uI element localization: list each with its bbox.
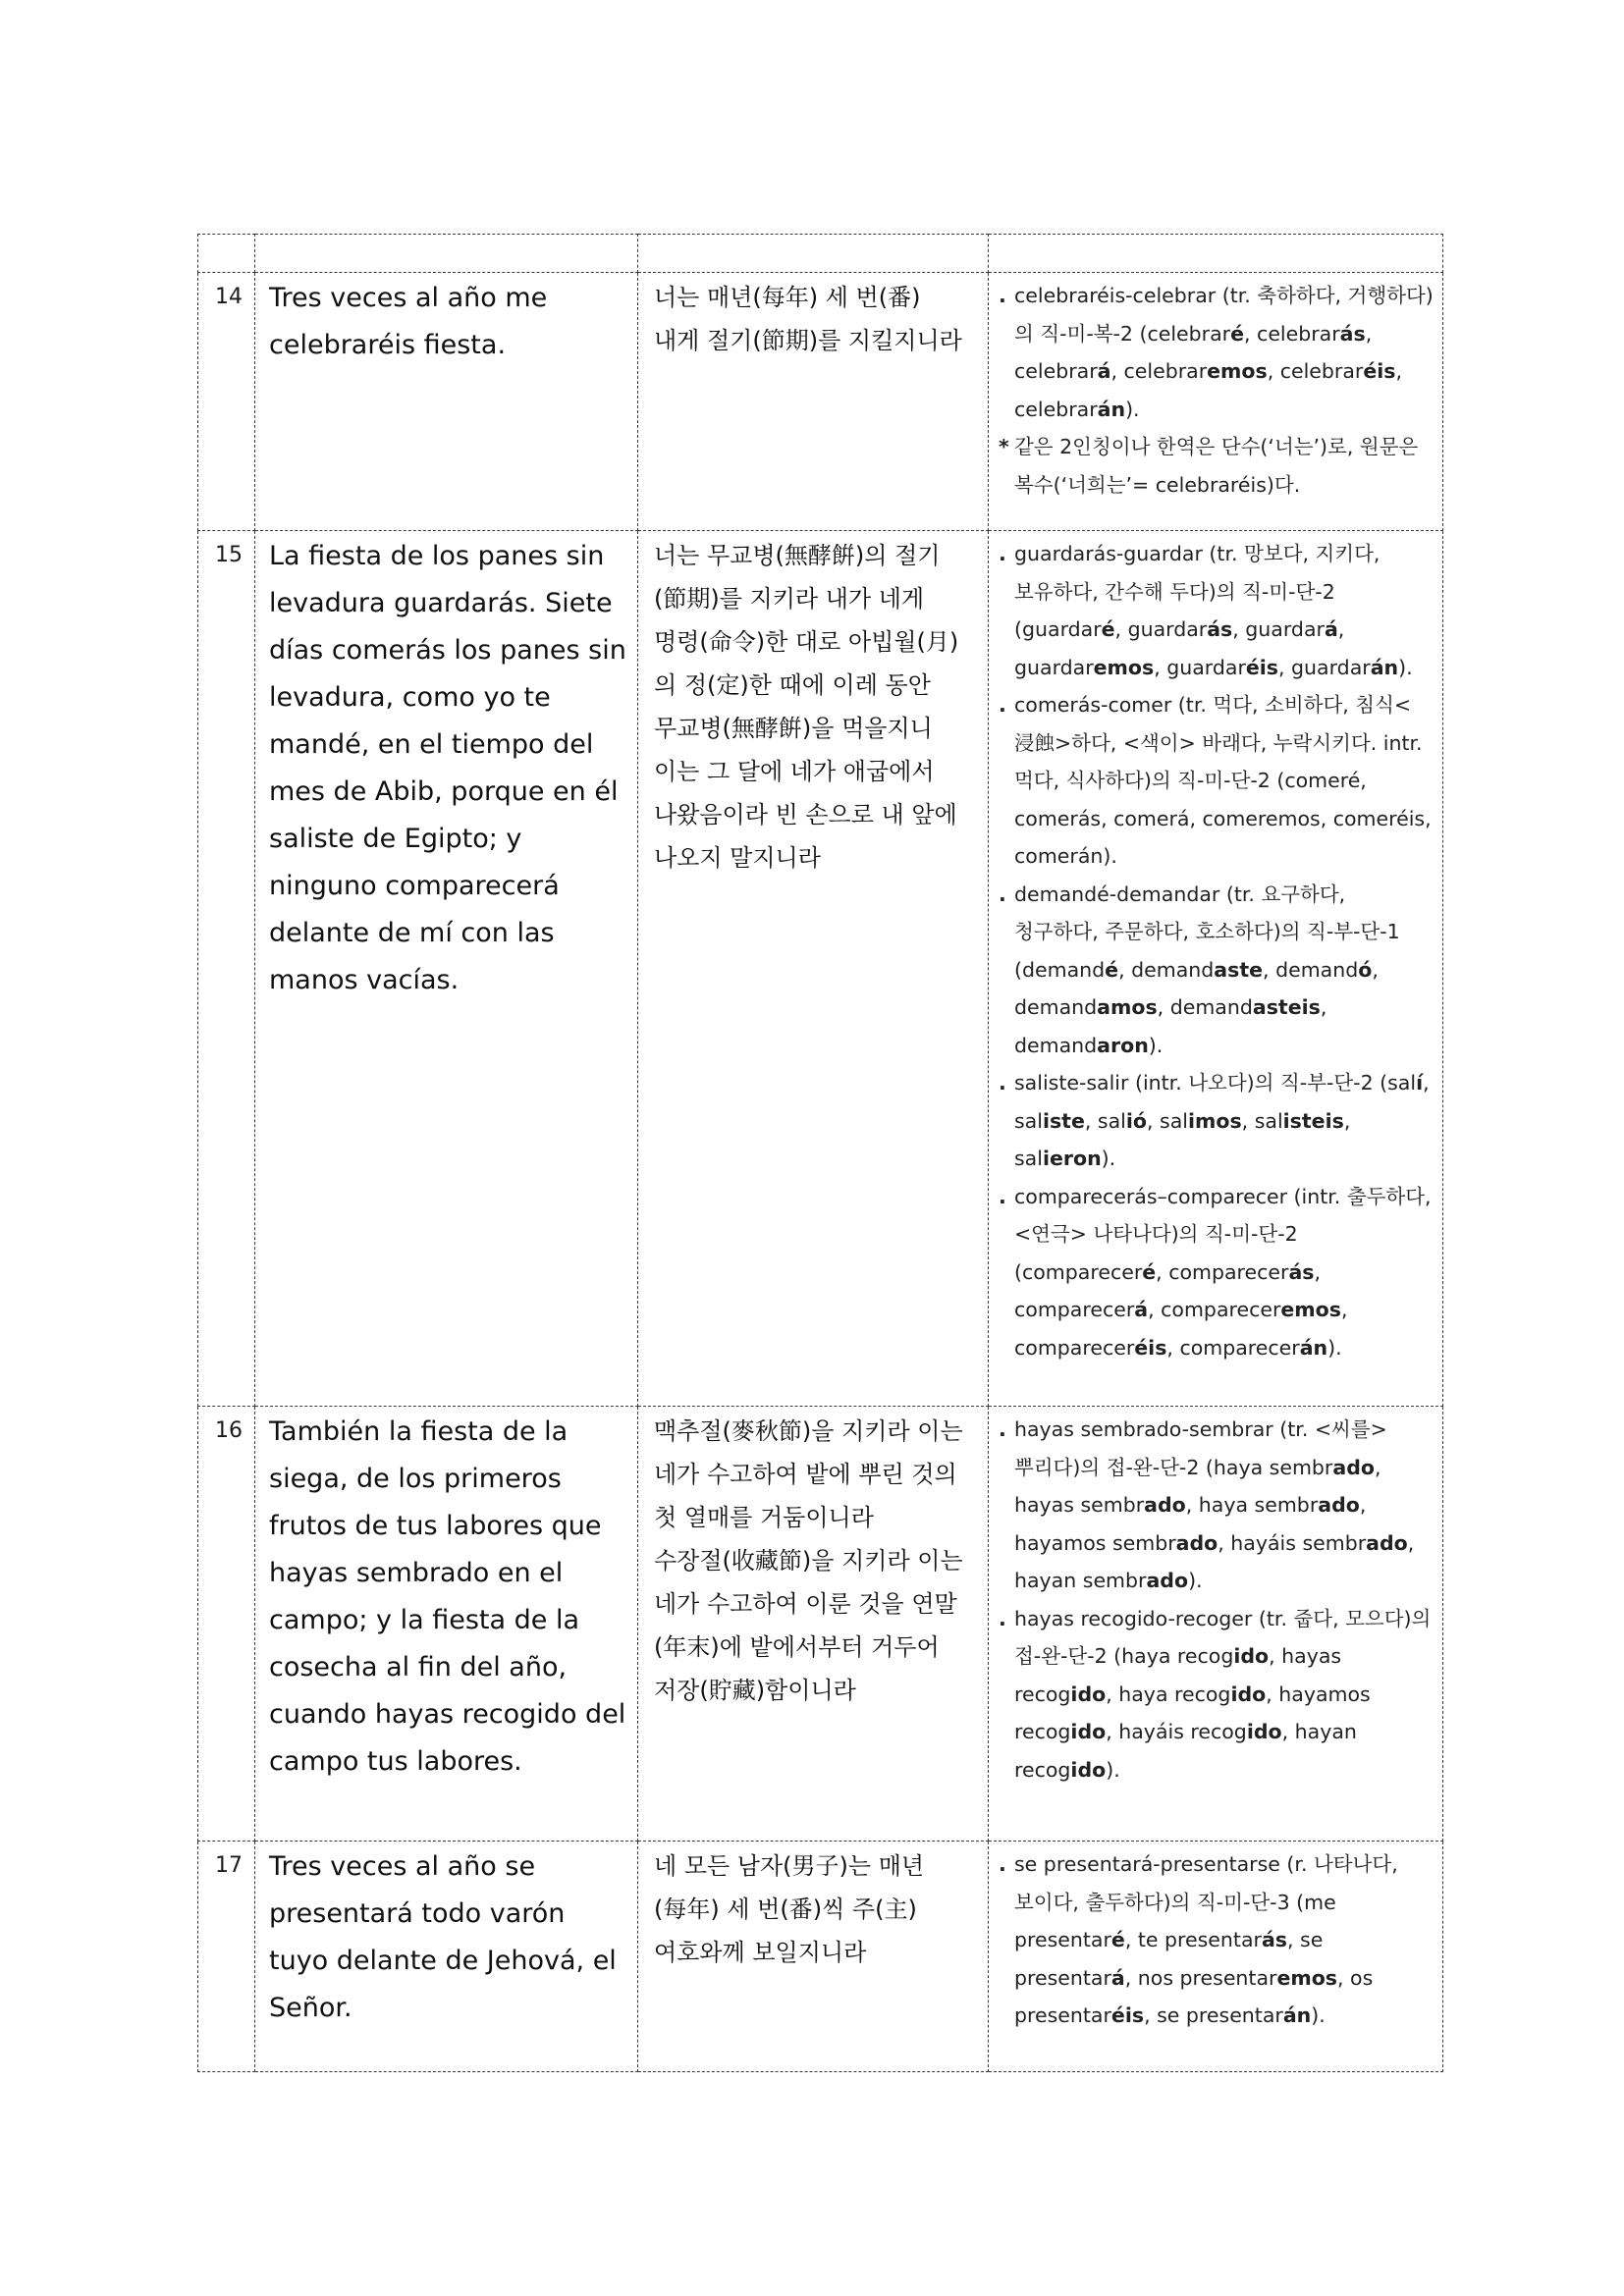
header-cell-number bbox=[198, 235, 255, 273]
note-segment: , celebrar bbox=[1014, 321, 1373, 383]
verse-number: 15 bbox=[198, 531, 255, 1407]
note-segment: , se presentar bbox=[1014, 1928, 1324, 1990]
note-segment: , demand bbox=[1263, 957, 1359, 982]
note-segment: , sal bbox=[1014, 1071, 1430, 1133]
conjugation-ending: ás bbox=[1339, 321, 1366, 346]
spanish-text: Tres veces al año me celebraréis fiesta. bbox=[255, 273, 638, 531]
conjugation-ending: á bbox=[1134, 1298, 1149, 1321]
note-text bbox=[1014, 876, 1435, 1065]
note-text bbox=[1014, 1064, 1435, 1178]
conjugation-ending: á bbox=[1097, 359, 1111, 383]
note-segment: , demand bbox=[1157, 995, 1253, 1019]
note-segment: , hayas recog bbox=[1014, 1644, 1342, 1706]
conjugation-ending: ó bbox=[1358, 957, 1373, 982]
conjugation-ending: ió bbox=[1125, 1108, 1147, 1133]
note-segment: guardarás-guardar (tr. 망보다, 지키다, 보유하다, 간수해 두다)의 직-미-단-2 (guardar bbox=[1014, 542, 1380, 641]
note-segment: , comparecer bbox=[1014, 1259, 1322, 1321]
conjugation-ending: ido bbox=[1070, 1757, 1107, 1782]
conjugation-ending: án bbox=[1282, 2003, 1312, 2027]
conjugation-ending: é bbox=[1142, 1259, 1157, 1284]
conjugation-ending: éis bbox=[1110, 2003, 1145, 2027]
conjugation-ending: é bbox=[1110, 1928, 1125, 1951]
conjugation-ending: emos bbox=[1280, 1298, 1341, 1321]
note-segment: , te presentar bbox=[1124, 1928, 1262, 1951]
verse-row bbox=[198, 531, 1443, 1407]
conjugation-ending: aron bbox=[1097, 1033, 1149, 1057]
note-segment: se presentará-presentarse (r. 나타나다, 보이다, 출두하다)의 직-미-단-3 (me presentar bbox=[1014, 1852, 1398, 1951]
note-text bbox=[1014, 277, 1435, 428]
note-segment: , guardar bbox=[1278, 655, 1371, 679]
conjugation-ending: éis bbox=[1363, 359, 1396, 383]
note-segment: ). bbox=[1327, 1335, 1342, 1360]
conjugation-ending: á bbox=[1324, 617, 1338, 641]
conjugation-ending: ado bbox=[1175, 1530, 1218, 1555]
note-bullet: . bbox=[999, 881, 1006, 906]
grammar-note bbox=[999, 428, 1435, 504]
conjugation-ending: ido bbox=[1233, 1644, 1270, 1668]
note-bullet: . bbox=[999, 1852, 1006, 1876]
conjugation-ending: é bbox=[1101, 617, 1115, 641]
note-segment: , demand bbox=[1118, 957, 1215, 982]
conjugation-ending: ás bbox=[1288, 1259, 1315, 1284]
conjugation-ending: ieron bbox=[1042, 1147, 1102, 1170]
note-segment: , haya sembr bbox=[1185, 1493, 1319, 1517]
grammar-note bbox=[999, 1064, 1435, 1178]
conjugation-ending: é bbox=[1230, 321, 1245, 346]
note-segment: , comparecer bbox=[1156, 1259, 1289, 1284]
header-row bbox=[198, 235, 1443, 273]
spanish-text: La fiesta de los panes sin levadura guardarás. Siete días comerás los panes sin levadura, como yo te mandé, en el tiempo del mes de Abib, porque en él saliste de Egipto; y ninguno comparecerá delante de mí con las manos vacías. bbox=[255, 531, 638, 1407]
note-text bbox=[1014, 686, 1435, 876]
note-segment: , celebrar bbox=[1014, 359, 1403, 421]
note-segment: , comparecer bbox=[1014, 1298, 1348, 1360]
note-segment: ). bbox=[1148, 1033, 1164, 1057]
grammar-notes bbox=[989, 1407, 1443, 1842]
grammar-note bbox=[999, 1845, 1435, 2035]
note-segment: hayas sembrado-sembrar (tr. <씨를> 뿌리다)의 접-완-단-2 (haya sembr bbox=[1014, 1417, 1387, 1479]
note-bullet: . bbox=[999, 1184, 1006, 1208]
note-segment: ). bbox=[1101, 1147, 1116, 1170]
verse-row bbox=[198, 1407, 1443, 1842]
note-segment: , os presentar bbox=[1014, 1965, 1374, 2027]
note-segment: comerás-comer (tr. 먹다, 소비하다, 침식<浸蝕>하다, <색이> 바래다, 누락시키다. intr. 먹다, 식사하다)의 직-미-단-2 (comeré, comerás, comerá, comeremos, comeréis, comerán). bbox=[1014, 693, 1432, 868]
header-cell-korean bbox=[638, 235, 989, 273]
note-segment: , nos presentar bbox=[1124, 1965, 1277, 1990]
conjugation-ending: ado bbox=[1366, 1530, 1408, 1555]
note-segment: , celebrar bbox=[1110, 359, 1208, 383]
note-segment: , celebrar bbox=[1267, 359, 1364, 383]
note-segment: comparecerás–comparecer (intr. 출두하다, <연극> 나타나다)의 직-미-단-2 (comparecer bbox=[1014, 1184, 1432, 1284]
note-text bbox=[1014, 1845, 1435, 2035]
conjugation-ending: ido bbox=[1230, 1682, 1267, 1706]
note-segment: , sal bbox=[1014, 1108, 1351, 1170]
conjugation-ending: asteis bbox=[1252, 995, 1321, 1019]
conjugation-ending: ado bbox=[1318, 1493, 1360, 1517]
note-segment: , hayamos recog bbox=[1014, 1682, 1371, 1743]
note-text bbox=[1014, 1600, 1435, 1789]
note-bullet: . bbox=[999, 1606, 1006, 1630]
note-segment: , demand bbox=[1014, 995, 1327, 1057]
note-segment: , guardar bbox=[1114, 617, 1208, 641]
conjugation-ending: ado bbox=[1144, 1493, 1186, 1517]
note-segment: hayas recogido-recoger (tr. 줍다, 모으다)의 접-완-단-2 (haya recog bbox=[1014, 1606, 1432, 1668]
note-segment: , hayáis sembr bbox=[1218, 1530, 1367, 1555]
note-segment: , guardar bbox=[1014, 617, 1345, 679]
note-segment: ). bbox=[1106, 1757, 1120, 1782]
conjugation-ending: í bbox=[1416, 1071, 1424, 1095]
header-cell-spanish bbox=[255, 235, 638, 273]
note-bullet: . bbox=[999, 1071, 1006, 1095]
note-segment: , sal bbox=[1084, 1108, 1126, 1133]
note-bullet: * bbox=[999, 435, 1009, 458]
conjugation-ending: ido bbox=[1070, 1720, 1107, 1743]
grammar-note bbox=[999, 1600, 1435, 1789]
verse-row bbox=[198, 1842, 1443, 2072]
note-text bbox=[1014, 1178, 1435, 1367]
note-segment: , hayan sembr bbox=[1014, 1530, 1415, 1592]
conjugation-ending: ido bbox=[1246, 1720, 1282, 1743]
note-segment: demandé-demandar (tr. 요구하다, 청구하다, 주문하다, 호소하다)의 직-부-단-1 (demand bbox=[1014, 881, 1400, 982]
conjugation-ending: emos bbox=[1093, 655, 1155, 679]
conjugation-ending: ás bbox=[1261, 1928, 1287, 1951]
spanish-text: También la fiesta de la siega, de los primeros frutos de tus labores que hayas sembrado en el campo; y la fiesta de la cosecha al fin del año, cuando hayas recogido del campo tus labores. bbox=[255, 1407, 638, 1842]
note-segment: , comparecer bbox=[1166, 1335, 1300, 1360]
note-segment: , celebrar bbox=[1244, 321, 1340, 346]
note-text bbox=[1014, 1411, 1435, 1600]
verse-number: 17 bbox=[198, 1842, 255, 2072]
header-cell-notes bbox=[989, 235, 1443, 273]
note-segment: ). bbox=[1125, 397, 1140, 421]
note-segment: , sal bbox=[1147, 1108, 1188, 1133]
conjugation-ending: imos bbox=[1187, 1108, 1242, 1133]
conjugation-ending: ás bbox=[1207, 617, 1233, 641]
conjugation-ending: amos bbox=[1097, 995, 1158, 1019]
conjugation-ending: á bbox=[1110, 1965, 1125, 1990]
note-segment: , sal bbox=[1241, 1108, 1283, 1133]
verse-table-body bbox=[198, 235, 1443, 2072]
korean-text: 네 모든 남자(男子)는 매년(每年) 세 번(番)씩 주(主) 여호와께 보일지니라 bbox=[638, 1842, 989, 2072]
conjugation-ending: emos bbox=[1276, 1965, 1338, 1990]
note-segment: 같은 2인칭이나 한역은 단수(‘너는’)로, 원문은 복수(‘너희는’= celebraréis)다. bbox=[1014, 435, 1419, 497]
korean-text: 너는 무교병(無酵餠)의 절기(節期)를 지키라 내가 네게 명령(命令)한 대로 아빕월(月)의 정(定)한 때에 이레 동안 무교병(無酵餠)을 먹을지니 이는 그 달에 네가 애굽에서 나왔음이라 빈 손으로 내 앞에 나오지 말지니라 bbox=[638, 531, 989, 1407]
note-text bbox=[1014, 535, 1435, 686]
grammar-note bbox=[999, 535, 1435, 686]
conjugation-ending: isteis bbox=[1282, 1108, 1344, 1133]
note-segment: celebraréis-celebrar (tr. 축하하다, 거행하다)의 직-미-복-2 (celebrar bbox=[1014, 284, 1434, 346]
conjugation-ending: ido bbox=[1070, 1682, 1107, 1706]
grammar-note bbox=[999, 277, 1435, 428]
note-segment: saliste-salir (intr. 나오다)의 직-부-단-2 (sal bbox=[1014, 1071, 1417, 1095]
conjugation-ending: éis bbox=[1245, 655, 1279, 679]
note-bullet: . bbox=[999, 693, 1006, 717]
conjugation-ending: án bbox=[1299, 1335, 1328, 1360]
grammar-note bbox=[999, 1178, 1435, 1367]
note-segment: ). bbox=[1311, 2003, 1326, 2027]
note-bullet: . bbox=[999, 1417, 1006, 1441]
korean-text: 너는 매년(每年) 세 번(番) 내게 절기(節期)를 지킬지니라 bbox=[638, 273, 989, 531]
note-segment: , comparecer bbox=[1148, 1298, 1281, 1321]
note-segment: , se presentar bbox=[1144, 2003, 1283, 2027]
grammar-notes bbox=[989, 531, 1443, 1407]
conjugation-ending: éis bbox=[1134, 1335, 1167, 1360]
note-segment: , guardar bbox=[1154, 655, 1246, 679]
conjugation-ending: é bbox=[1105, 957, 1119, 982]
note-segment: ). bbox=[1188, 1569, 1203, 1592]
note-segment: , hayáis recog bbox=[1106, 1720, 1247, 1743]
note-segment: , haya recog bbox=[1106, 1682, 1231, 1706]
note-bullet: . bbox=[999, 284, 1006, 307]
verse-number: 16 bbox=[198, 1407, 255, 1842]
note-segment: , hayan recog bbox=[1014, 1720, 1357, 1782]
note-segment: , hayas sembr bbox=[1014, 1455, 1381, 1517]
conjugation-ending: emos bbox=[1207, 359, 1268, 383]
verse-table bbox=[197, 234, 1443, 2072]
note-segment: , guardar bbox=[1232, 617, 1325, 641]
grammar-note bbox=[999, 1411, 1435, 1600]
grammar-notes bbox=[989, 273, 1443, 531]
verse-row bbox=[198, 273, 1443, 531]
conjugation-ending: iste bbox=[1042, 1108, 1085, 1133]
note-text bbox=[1014, 428, 1435, 504]
conjugation-ending: án bbox=[1370, 655, 1399, 679]
conjugation-ending: aste bbox=[1214, 957, 1264, 982]
grammar-notes bbox=[989, 1842, 1443, 2072]
note-bullet: . bbox=[999, 542, 1006, 565]
conjugation-ending: án bbox=[1097, 397, 1126, 421]
conjugation-ending: ado bbox=[1332, 1455, 1375, 1479]
note-segment: , hayamos sembr bbox=[1014, 1493, 1367, 1555]
korean-text: 맥추절(麥秋節)을 지키라 이는 네가 수고하여 밭에 뿌린 것의 첫 열매를 거둠이니라 수장절(收藏節)을 지키라 이는 네가 수고하여 이룬 것을 연말(年末)에 밭에서부터 거두어 저장(貯藏)함이니라 bbox=[638, 1407, 989, 1842]
note-segment: , demand bbox=[1014, 957, 1379, 1019]
conjugation-ending: ado bbox=[1146, 1569, 1189, 1592]
spanish-text: Tres veces al año se presentará todo varón tuyo delante de Jehová, el Señor. bbox=[255, 1842, 638, 2072]
grammar-note bbox=[999, 686, 1435, 876]
note-segment: ). bbox=[1398, 655, 1413, 679]
grammar-note bbox=[999, 876, 1435, 1065]
verse-number: 14 bbox=[198, 273, 255, 531]
